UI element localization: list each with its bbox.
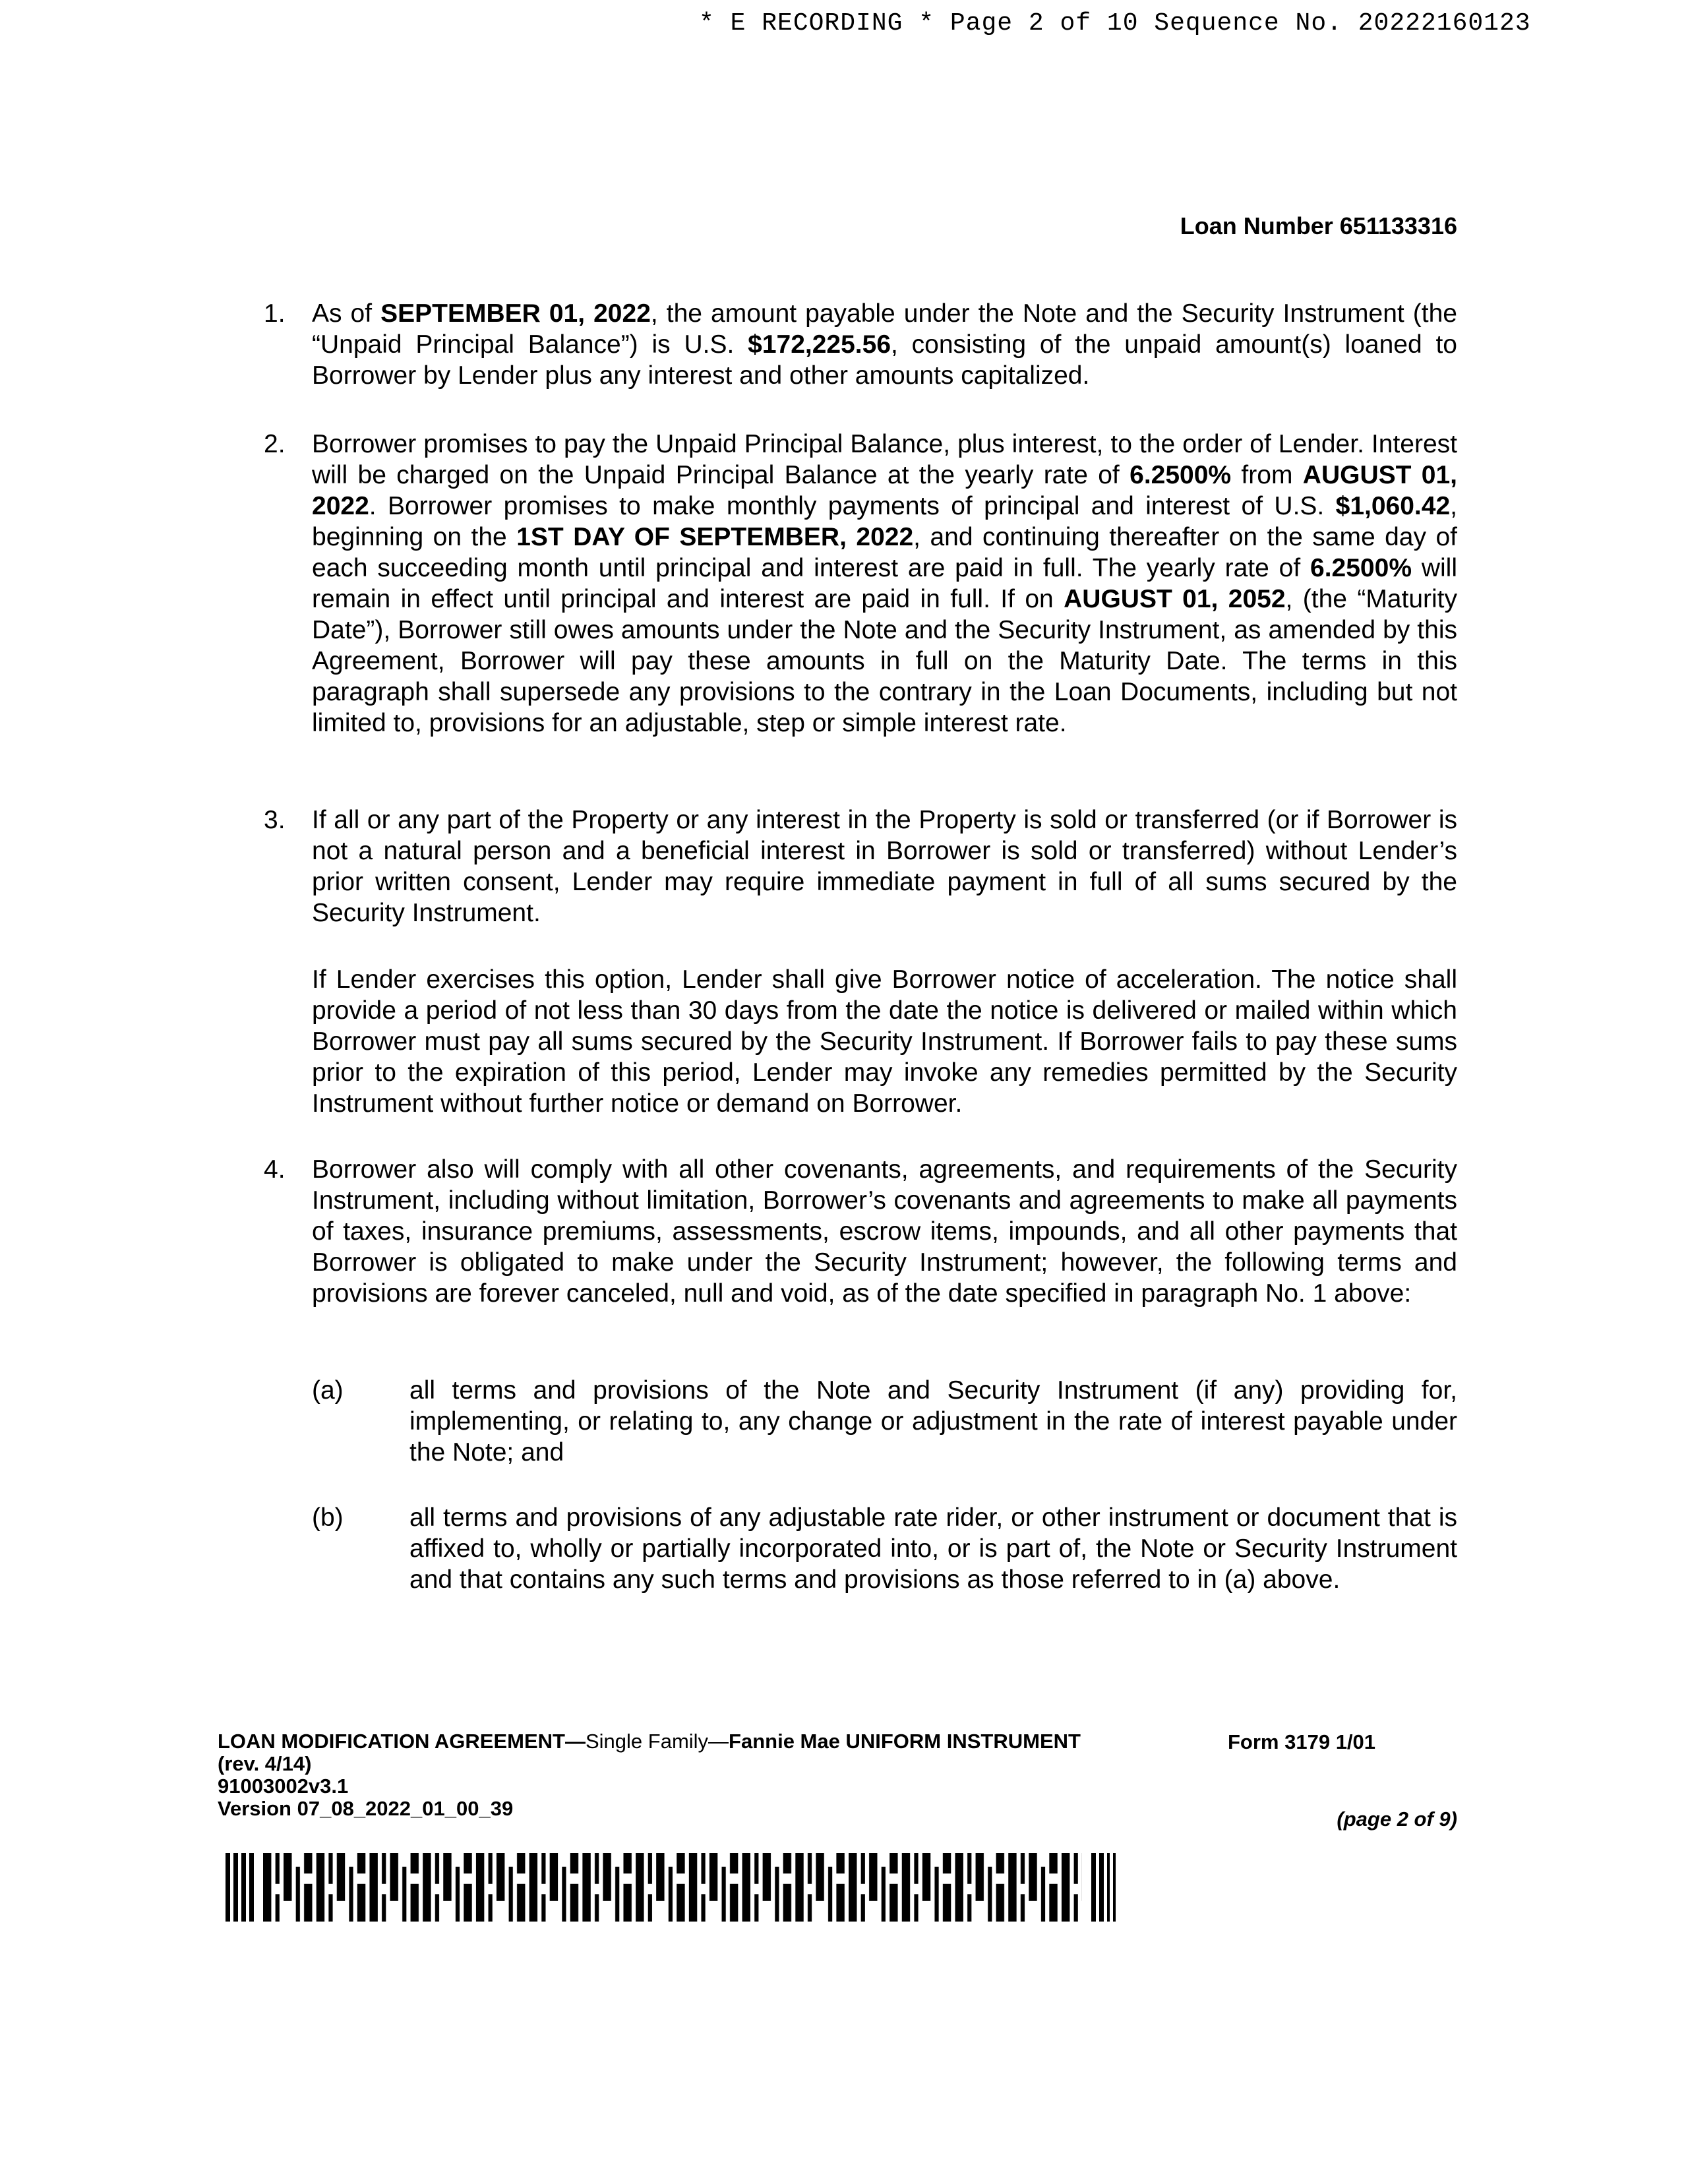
form-revision: (rev. 4/14) [218, 1752, 312, 1775]
paragraph-text: Borrower also will comply with all other covenants, agreements, and requirements of the Security Instrument, including without limitation, Borrower’s covenants and agreements to make all payments of taxes, insurance premiums, assessments, escrow items, impounds, and all other payments that Borrower is obligated to make under the Security Instrument; however, the following terms and provisions are forever canceled, null and void, as of the date specified in paragraph No. 1 above: [312, 1155, 1457, 1308]
paragraph-number: 4. [264, 1155, 286, 1184]
paragraph-number: 3. [264, 806, 286, 834]
form-version: Version 07_08_2022_01_00_39 [218, 1797, 514, 1820]
subitem-text: all terms and provisions of any adjustable rate rider, or other instrument or document that is affixed to, wholly or partially incorporated into, or is part of, the Note or Security Instrument and that contains any such terms and provisions as those referred to in (a) above. [409, 1503, 1457, 1594]
subitem-label: (b) [312, 1503, 344, 1532]
paragraph-text: As of SEPTEMBER 01, 2022, the amount payable under the Note and the Security Instrument (the “Unpaid Principal Balance”) is U.S. $172,225.56, consisting of the unpaid amount(s) loaned to Borrower by Lender plus any interest and other amounts capitalized. [312, 299, 1458, 390]
form-footer [218, 1730, 1207, 1820]
recording-header: * E RECORDING * Page 2 of 10 Sequence No. 20222160123 [699, 9, 1531, 38]
page-indicator: (page 2 of 9) [1337, 1807, 1457, 1831]
loan-number: Loan Number 651133316 [1180, 212, 1457, 239]
paragraph-text: If Lender exercises this option, Lender shall give Borrower notice of acceleration. The notice shall provide a period of not less than 30 days from the date the notice is delivered or mailed within which Borrower must pay all sums secured by the Security Instrument. If Borrower fails to pay these sums prior to the expiration of this period, Lender may invoke any remedies permitted by the Security Instrument without further notice or demand on Borrower. [312, 965, 1457, 1118]
subitem-a [312, 1375, 1457, 1468]
paragraph-number: 1. [264, 299, 286, 328]
barcode [226, 1853, 1116, 1922]
paragraph-3 [264, 804, 1457, 928]
paragraph-text: If all or any part of the Property or any interest in the Property is sold or transferred (or if Borrower is not a natural person and a beneficial interest in Borrower is sold or transferred) without Lender’s prior written consent, Lender may require immediate payment in full of all sums secured by the Security Instrument. [312, 806, 1457, 927]
paragraph-4 [264, 1154, 1457, 1309]
paragraph-3-continued [264, 964, 1457, 1119]
form-code: 91003002v3.1 [218, 1774, 349, 1798]
form-number: Form 3179 1/01 [1228, 1730, 1376, 1753]
paragraph-2 [264, 429, 1457, 739]
form-title: LOAN MODIFICATION AGREEMENT—Single Family—Fannie Mae UNIFORM INSTRUMENT [218, 1730, 1081, 1753]
subitem-label: (a) [312, 1376, 344, 1405]
paragraph-1 [264, 298, 1457, 391]
paragraph-text: Borrower promises to pay the Unpaid Principal Balance, plus interest, to the order of Lender. Interest will be charged on the Unpaid Principal Balance at the yearly rate of 6.2500% from AUGUST 01, 2022. Borrower promises to make monthly payments of principal and interest of U.S. $1,060.42, beginning on the 1ST DAY OF SEPTEMBER, 2022, and continuing thereafter on the same day of each succeeding month until principal and interest are paid in full. The yearly rate of 6.2500% will remain in effect until principal and interest are paid in full. If on AUGUST 01, 2052, (the “Maturity Date”), Borrower still owes amounts under the Note and the Security Instrument, as amended by this Agreement, Borrower will pay these amounts in full on the Maturity Date. The terms in this paragraph shall supersede any provisions to the contrary in the Loan Documents, including but not limited to, provisions for an adjustable, step or simple interest rate. [312, 430, 1458, 737]
subitem-text: all terms and provisions of the Note and Security Instrument (if any) providing for, implementing, or relating to, any change or adjustment in the rate of interest payable under the Note; and [409, 1376, 1457, 1467]
subitem-b [312, 1502, 1457, 1595]
paragraph-number: 2. [264, 430, 286, 458]
barcode-pattern [263, 1853, 1082, 1922]
